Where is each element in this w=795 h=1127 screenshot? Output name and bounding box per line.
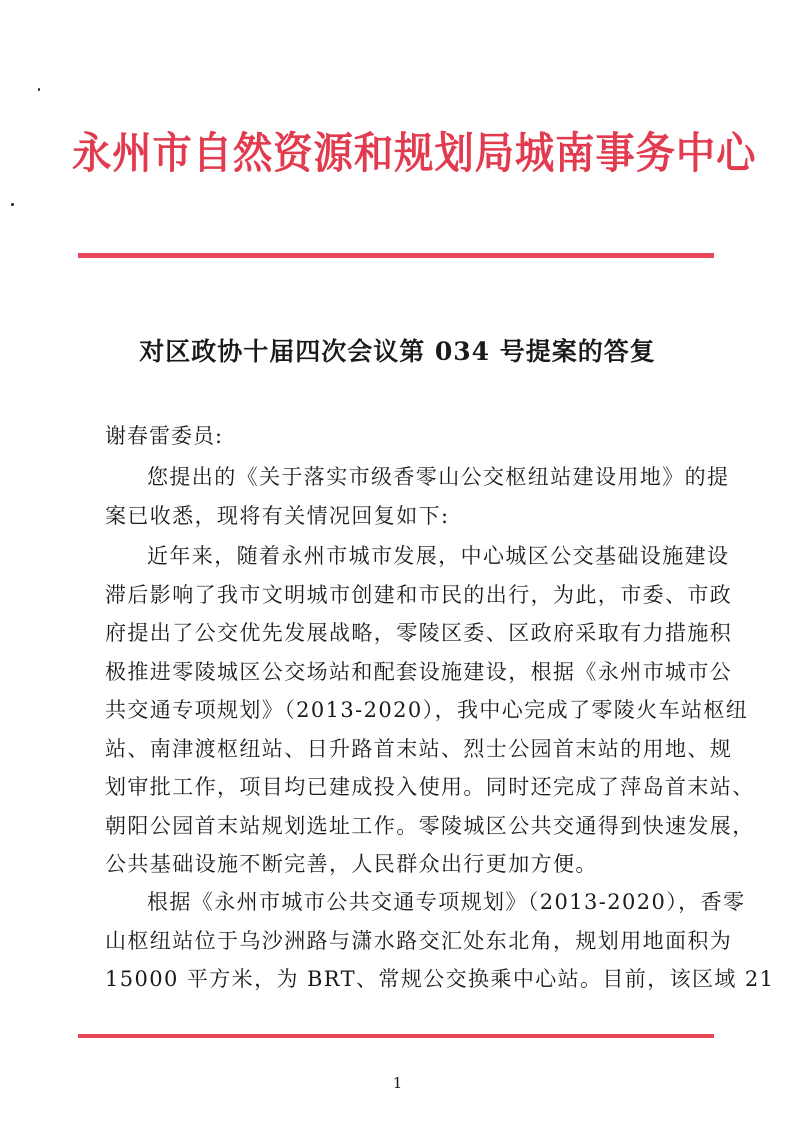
document-title: 对区政协十届四次会议第 034 号提案的答复 <box>139 337 656 366</box>
scan-speck <box>11 203 14 206</box>
footer-divider <box>78 1034 714 1038</box>
paragraph-line: 15000 平方米，为 BRT、常规公交换乘中心站。目前，该区域 21 <box>105 967 775 991</box>
paragraph-3 <box>105 883 775 999</box>
paragraph-line: 案已收悉，现将有关情况回复如下: <box>105 503 450 528</box>
paragraph-line: 根据《永州市城市公共交通专项规划》（2013-2020），香零 <box>147 890 746 914</box>
paragraph-line: 您提出的《关于落实市级香零山公交枢纽站建设用地》的提 <box>147 465 730 489</box>
paragraph-line: 滞后影响了我市文明城市创建和市民的出行，为此，市委、市政 <box>105 582 733 607</box>
paragraph-line: 朝阳公园首末站规划选址工作。零陵城区公共交通得到快速发展， <box>105 813 755 838</box>
paragraph-line: 极推进零陵城区公交场站和配套设施建设，根据《永州市城市公 <box>105 659 733 684</box>
paragraph-line: 公共基础设施不断完善，人民群众出行更加方便。 <box>105 852 598 876</box>
scan-speck <box>38 88 40 91</box>
paragraph-1 <box>105 458 730 535</box>
salutation: 谢春雷委员: <box>105 424 224 448</box>
paragraph-line: 站、南津渡枢纽站、日升路首末站、烈士公园首末站的用地、规 <box>105 736 733 761</box>
paragraph-line: 山枢纽站位于乌沙洲路与潇水路交汇处东北角，规划用地面积为 <box>105 928 733 953</box>
paragraph-2 <box>105 537 755 884</box>
paragraph-line: 近年来，随着永州市城市发展，中心城区公交基础设施建设 <box>147 544 730 568</box>
paragraph-line: 共交通专项规划》（2013-2020），我中心完成了零陵火车站枢纽 <box>105 698 749 722</box>
paragraph-line: 划审批工作，项目均已建成投入使用。同时还完成了萍岛首末站、 <box>105 775 755 799</box>
header-divider <box>78 253 714 258</box>
organization-header: 永州市自然资源和规划局城南事务中心 <box>72 129 757 179</box>
paragraph-line: 府提出了公交优先发展战略，零陵区委、区政府采取有力措施积 <box>105 621 733 645</box>
page-number: 1 <box>392 1074 403 1092</box>
